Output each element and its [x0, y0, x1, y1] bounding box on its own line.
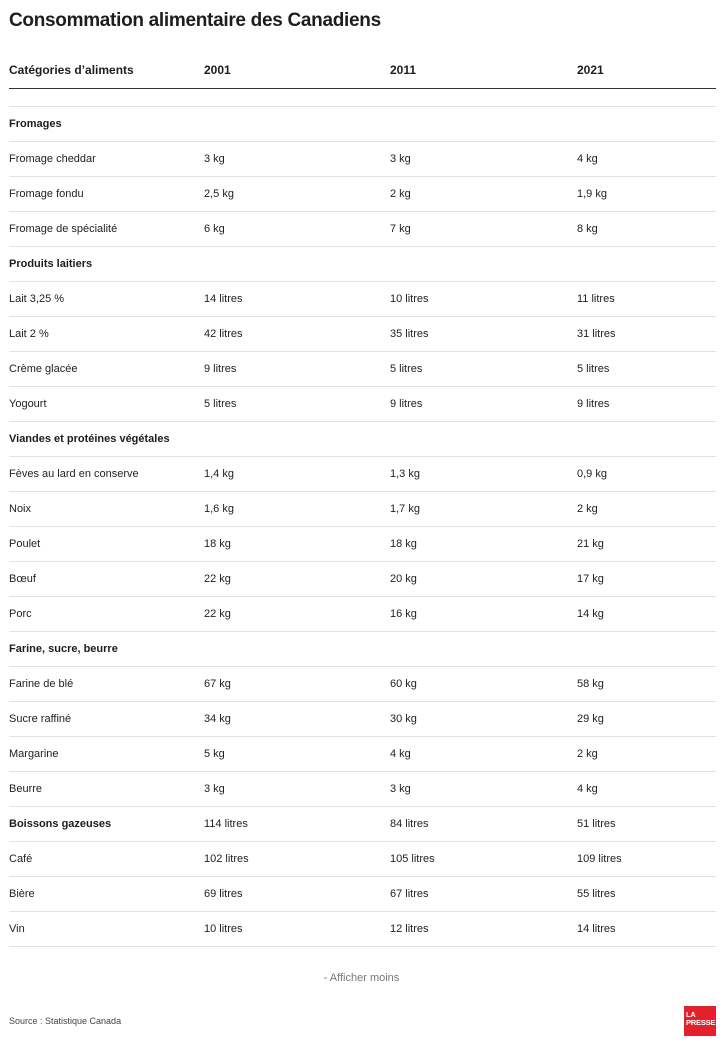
value-2021-cell: 2 kg — [577, 748, 598, 760]
value-2021-cell: 29 kg — [577, 713, 604, 725]
value-2001-cell: 3 kg — [204, 783, 225, 795]
category-cell: Beurre — [9, 783, 43, 795]
value-2021-cell: 4 kg — [577, 783, 598, 795]
show-less-link[interactable]: - Afficher moins — [323, 972, 400, 984]
value-2021-cell: 31 litres — [577, 328, 616, 340]
la-presse-logo — [684, 1006, 716, 1036]
value-2011-cell: 5 litres — [390, 363, 423, 375]
value-2021-cell: 8 kg — [577, 223, 598, 235]
section-row — [9, 107, 716, 142]
value-2001-cell: 10 litres — [204, 923, 243, 935]
value-2001-cell: 1,6 kg — [204, 503, 234, 515]
value-2001-cell: 22 kg — [204, 573, 231, 585]
value-2011-cell: 60 kg — [390, 678, 417, 690]
table-row — [9, 457, 716, 492]
category-cell: Vin — [9, 923, 25, 935]
category-cell: Viandes et protéines végétales — [9, 433, 170, 445]
value-2011-cell: 3 kg — [390, 783, 411, 795]
category-cell: Lait 3,25 % — [9, 293, 65, 305]
category-cell: Sucre raffiné — [9, 713, 72, 725]
table-row — [9, 177, 716, 212]
value-2021-cell: 55 litres — [577, 888, 616, 900]
header-2011: 2011 — [390, 63, 417, 77]
category-cell: Fromage fondu — [9, 188, 84, 200]
table-header — [9, 52, 716, 89]
table-row — [9, 667, 716, 702]
value-2001-cell: 42 litres — [204, 328, 243, 340]
table-row — [9, 317, 716, 352]
section-row — [9, 247, 716, 282]
value-2001-cell: 22 kg — [204, 608, 231, 620]
category-cell: Crème glacée — [9, 363, 78, 375]
category-cell: Boissons gazeuses — [9, 818, 112, 830]
section-row — [9, 422, 716, 457]
category-cell: Yogourt — [9, 398, 47, 410]
value-2011-cell: 2 kg — [390, 188, 411, 200]
value-2011-cell: 4 kg — [390, 748, 411, 760]
value-2001-cell: 5 kg — [204, 748, 225, 760]
value-2021-cell: 14 litres — [577, 923, 616, 935]
value-2011-cell: 7 kg — [390, 223, 411, 235]
value-2001-cell: 114 litres — [204, 818, 248, 830]
section-row — [9, 807, 716, 842]
value-2011-cell: 30 kg — [390, 713, 417, 725]
value-2021-cell: 1,9 kg — [577, 188, 607, 200]
value-2021-cell: 51 litres — [577, 818, 616, 830]
value-2011-cell: 3 kg — [390, 153, 411, 165]
category-cell: Margarine — [9, 748, 59, 760]
table-row — [9, 772, 716, 807]
value-2021-cell: 17 kg — [577, 573, 604, 585]
value-2011-cell: 1,7 kg — [390, 503, 420, 515]
logo-line-1: LA — [686, 1010, 696, 1019]
value-2001-cell: 18 kg — [204, 538, 231, 550]
table-row — [9, 562, 716, 597]
value-2001-cell: 1,4 kg — [204, 468, 234, 480]
value-2011-cell: 105 litres — [390, 853, 435, 865]
table-row — [9, 842, 716, 877]
category-cell: Produits laitiers — [9, 258, 93, 270]
value-2011-cell: 35 litres — [390, 328, 429, 340]
category-cell: Fromage de spécialité — [9, 223, 118, 235]
category-cell: Fromage cheddar — [9, 153, 96, 165]
category-cell: Café — [9, 853, 33, 865]
section-row — [9, 632, 716, 667]
category-cell: Lait 2 % — [9, 328, 49, 340]
value-2001-cell: 14 litres — [204, 293, 243, 305]
value-2001-cell: 6 kg — [204, 223, 225, 235]
table-body — [9, 107, 716, 947]
table-row — [9, 597, 716, 632]
table-row — [9, 212, 716, 247]
header-spacer — [9, 89, 716, 107]
value-2021-cell: 58 kg — [577, 678, 604, 690]
table-row — [9, 737, 716, 772]
page-title: Consommation alimentaire des Canadiens — [9, 10, 381, 31]
table-row — [9, 352, 716, 387]
table-row — [9, 877, 716, 912]
table-row — [9, 912, 716, 947]
value-2011-cell: 67 litres — [390, 888, 429, 900]
value-2021-cell: 2 kg — [577, 503, 598, 515]
category-cell: Bière — [9, 888, 35, 900]
value-2001-cell: 69 litres — [204, 888, 243, 900]
value-2011-cell: 16 kg — [390, 608, 417, 620]
value-2021-cell: 14 kg — [577, 608, 604, 620]
value-2001-cell: 2,5 kg — [204, 188, 234, 200]
category-cell: Poulet — [9, 538, 41, 550]
value-2021-cell: 9 litres — [577, 398, 610, 410]
value-2021-cell: 4 kg — [577, 153, 598, 165]
category-cell: Noix — [9, 503, 32, 515]
consumption-table — [9, 52, 716, 947]
category-cell: Porc — [9, 608, 32, 620]
value-2021-cell: 11 litres — [577, 293, 615, 305]
header-2001: 2001 — [204, 63, 231, 77]
source-note: Source : Statistique Canada — [9, 1016, 122, 1026]
table-row — [9, 702, 716, 737]
category-cell: Farine de blé — [9, 678, 74, 690]
header-category: Catégories d’aliments — [9, 63, 134, 77]
value-2011-cell: 9 litres — [390, 398, 423, 410]
category-cell: Bœuf — [9, 573, 36, 585]
value-2021-cell: 5 litres — [577, 363, 610, 375]
value-2001-cell: 34 kg — [204, 713, 231, 725]
category-cell: Farine, sucre, beurre — [9, 643, 118, 655]
value-2021-cell: 0,9 kg — [577, 468, 607, 480]
table-row — [9, 282, 716, 317]
value-2011-cell: 12 litres — [390, 923, 429, 935]
logo-line-2: PRESSE — [686, 1018, 716, 1027]
value-2011-cell: 10 litres — [390, 293, 429, 305]
value-2001-cell: 9 litres — [204, 363, 237, 375]
value-2021-cell: 21 kg — [577, 538, 604, 550]
header-2021: 2021 — [577, 63, 604, 77]
value-2001-cell: 67 kg — [204, 678, 231, 690]
value-2001-cell: 5 litres — [204, 398, 237, 410]
category-cell: Fèves au lard en conserve — [9, 468, 139, 480]
table-row — [9, 387, 716, 422]
value-2001-cell: 3 kg — [204, 153, 225, 165]
table-row — [9, 142, 716, 177]
value-2001-cell: 102 litres — [204, 853, 249, 865]
value-2011-cell: 84 litres — [390, 818, 429, 830]
value-2011-cell: 1,3 kg — [390, 468, 420, 480]
value-2011-cell: 18 kg — [390, 538, 417, 550]
value-2011-cell: 20 kg — [390, 573, 417, 585]
category-cell: Fromages — [9, 118, 62, 130]
table-row — [9, 527, 716, 562]
table-row — [9, 492, 716, 527]
value-2021-cell: 109 litres — [577, 853, 622, 865]
